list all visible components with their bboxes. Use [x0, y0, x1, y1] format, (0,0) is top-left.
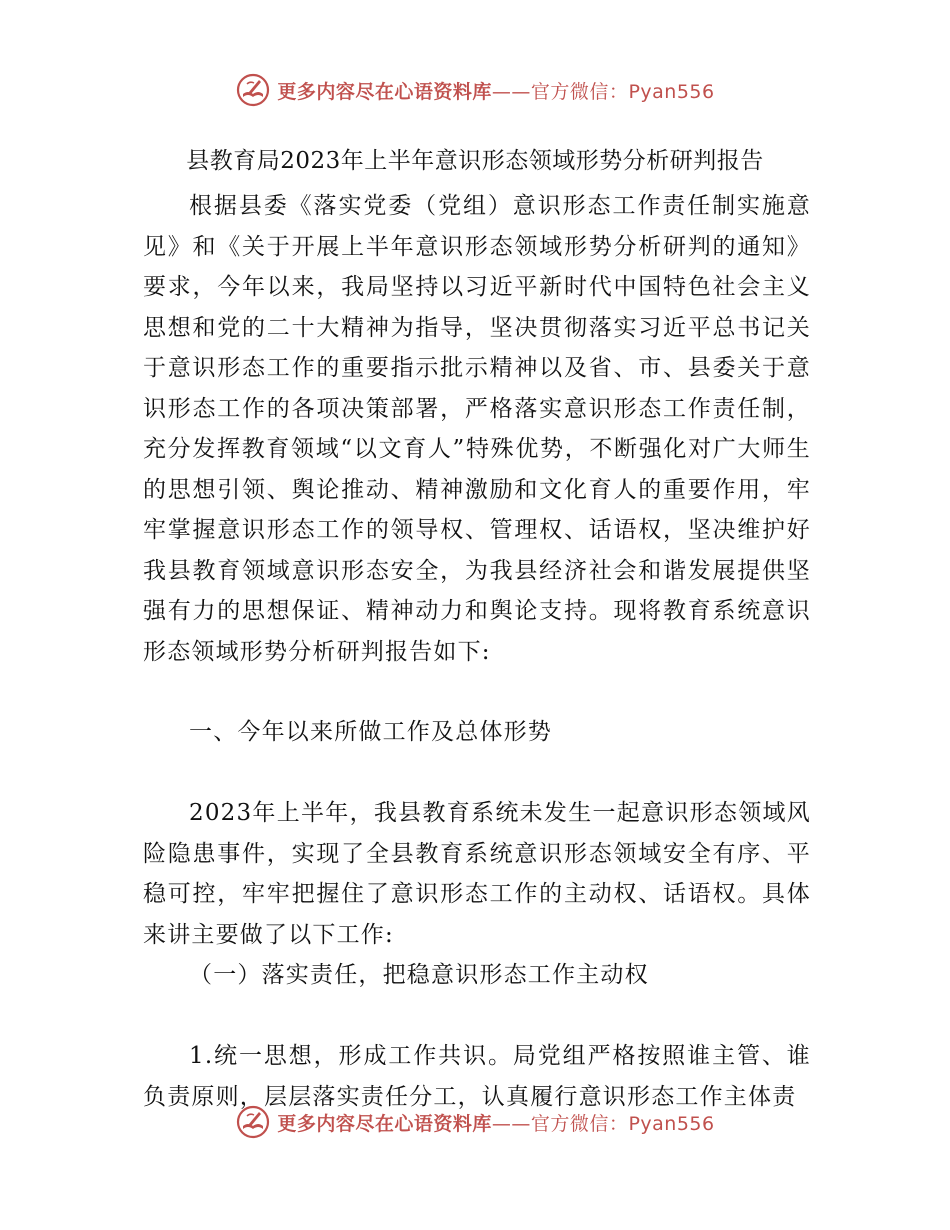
paragraph-text: 根据县委《落实党委（党组）意识形态工作责任制实施意见》和《关于开展上半年意识形态领域形势分析研判的通知》要求，今年以来，我局坚持以习近平新时代中国特色社会主义思想和党的二十大精神为指导，坚决贯彻落实习近平总书记关于意识形态工作的重要指示批示精神以及省、市、县委关于意识形态工作的各项决策部署，严格落实意识形态工作责任制，充分发挥教育领域“以文育人”特殊优势，不断强化对广大师生的思想引领、舆论推动、精神激励和文化育人的重要作用，牢牢掌握意识形态工作的领导权、管理权、话语权，坚决维护好我县教育领域意识形态安全，为我县经济社会和谐发展提供坚强有力的思想保证、精神动力和舆论支持。现将教育系统意识形态领域形势分析研判报告如下:: [143, 193, 811, 665]
watermark-wechat-label: 官方微信：: [530, 1112, 629, 1135]
open-book-pen-logo-icon: [235, 1104, 271, 1140]
watermark-wechat-label: 官方微信：: [530, 80, 629, 103]
watermark-brand: 更多内容尽在心语资料库: [277, 1112, 492, 1135]
paragraph-overview: [143, 793, 811, 955]
paragraph-text: 2023年上半年，我县教育系统未发生一起意识形态领域风险隐患事件，实现了全县教育系统意识形态领域安全有序、平稳可控，牢牢把握住了意识形态工作的主动权、话语权。具体来讲主要做了以下工作:: [143, 800, 811, 948]
watermark-text: [277, 1109, 714, 1136]
watermark-separator: ——: [491, 1112, 531, 1135]
watermark-brand: 更多内容尽在心语资料库: [277, 80, 492, 103]
section-heading-1: [143, 712, 811, 753]
watermark-separator: ——: [491, 80, 531, 103]
watermark-wechat-id: Pyan556: [628, 80, 715, 103]
watermark-wechat-id: Pyan556: [628, 1112, 715, 1135]
subsection-heading-1: [143, 955, 811, 996]
paragraph-intro: [143, 186, 811, 672]
watermark-text: [277, 77, 714, 104]
paragraph-text: 1.统一思想，形成工作共识。局党组严格按照谁主管、谁负责原则，层层落实责任分工，认真履行意识形态工作主体责: [143, 1043, 811, 1110]
open-book-pen-logo-icon: [235, 72, 271, 108]
heading-text: 一、今年以来所做工作及总体形势: [189, 719, 552, 745]
document-title: 县教育局2023年上半年意识形态领域形势分析研判报告: [186, 148, 764, 174]
heading-text: （一）落实责任，把稳意识形态工作主动权: [189, 962, 649, 988]
footer-watermark: [0, 1102, 950, 1142]
header-watermark: [0, 70, 950, 110]
